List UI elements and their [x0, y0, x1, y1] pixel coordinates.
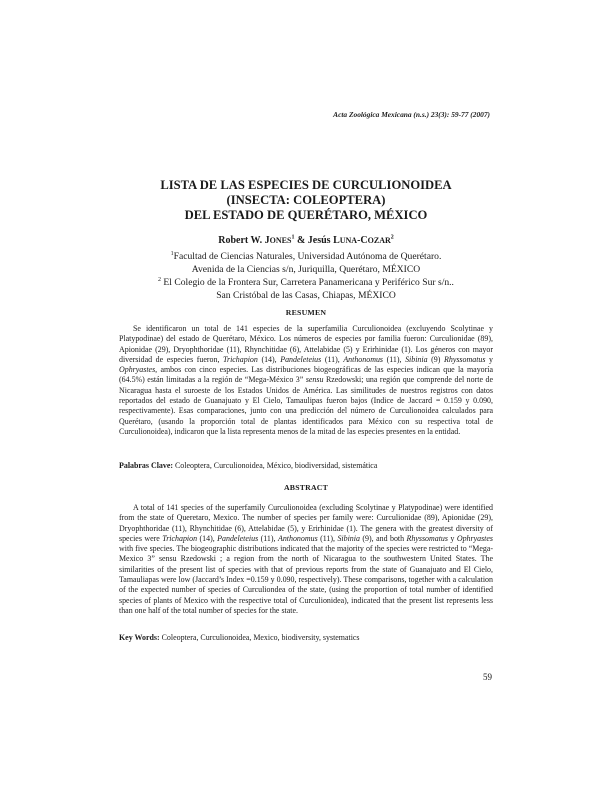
- author-1-smallcaps: ONES: [269, 236, 292, 245]
- abstract-text: (11),: [317, 533, 338, 543]
- affiliation-1-line-1: Facultad de Ciencias Naturales, Universidad Autónoma de Querétaro.: [173, 251, 442, 262]
- genus-name: Pandeleteius: [217, 533, 259, 543]
- title-line-1: LISTA DE LAS ESPECIES DE CURCULIONOIDEA: [160, 178, 452, 192]
- resumen-text: (11),: [321, 354, 344, 364]
- author-2-smallcaps-2: OZAR: [367, 236, 391, 245]
- author-2-sup: 2: [390, 234, 394, 241]
- genus-name: Anthonomus: [343, 354, 383, 364]
- key-words: [119, 633, 493, 643]
- palabras-clave-text: Coleoptera, Curculionoidea, México, biodiversidad, sistemática: [173, 461, 378, 470]
- genus-name: Trichapion: [223, 354, 258, 364]
- author-2-first: Jesús L: [307, 235, 340, 246]
- title-line-2: (INSECTA: COLEOPTERA): [226, 193, 386, 207]
- affiliations: [110, 250, 502, 302]
- abstract-text: A total of 141 species of the superfamily Curculionoidea (excluding Scolytinae y Platypodinae) were identified from the state of Queretaro, Mexico. The number of species per family were: Curculionidae (89), Apionidae (29), Dryophthoridae (11), Rhynchitidae (6), Attelabidae (5), y Erirhinidae (1). The genera with the greatest diversity of species were: [119, 503, 493, 543]
- paper-title: [110, 178, 502, 223]
- page-number: 59: [483, 672, 492, 682]
- affiliation-1: [110, 250, 502, 263]
- genus-name: Ophryastes: [119, 365, 156, 375]
- abstract-heading: ABSTRACT: [283, 483, 329, 492]
- resumen-text: (11),: [383, 354, 406, 364]
- abstract-paragraph: [119, 503, 493, 616]
- abstract-text: (9), and both: [359, 533, 407, 543]
- affiliation-1-line-2: Avenida de la Ciencias s/n, Juriquilla, Querétaro, MÉXICO: [191, 264, 421, 275]
- resumen-text: (14),: [257, 354, 281, 364]
- genus-name: Rhyssomatus: [444, 354, 486, 364]
- genus-name: Sibinia: [337, 533, 360, 543]
- resumen-text: Rzedowski; una región que comprende del norte de Nicaragua hasta el suroeste de los Estados Unidos de América. Las similitudes de nuestros registros con datos reportados del estado de Guanajuato y El Cielo, Tamaulipas fueron bajos (Indice de Jaccard = 0.159 y 0.090, respectivamente). Esas comparaciones, junto con una predicción del número de Curculionoidea calculados para Querétaro, (usando la proporción total de plantas identificados para México con su respectiva total de Curculionoidea), indicaron que la lista representa menos de la mitad de las especies presentes en la entidad.: [119, 375, 493, 436]
- author-amp: &: [294, 235, 308, 246]
- author-1-sup: 1: [291, 234, 295, 241]
- affiliation-1-sup: 1: [170, 250, 174, 257]
- affiliation-2: [110, 276, 502, 289]
- affiliation-2-line-1: El Colegio de la Frontera Sur, Carretera Panamericana y Periférico Sur s/n..: [161, 277, 454, 288]
- genus-name: Anthonomus: [277, 533, 318, 543]
- resumen-text: y: [485, 354, 493, 364]
- genus-name: Trichapion: [162, 533, 198, 543]
- resumen-heading: RESUMEN: [285, 308, 327, 317]
- abstract-text: y: [447, 533, 457, 543]
- affiliation-2-line-2: San Cristóbal de las Casas, Chiapas, MÉXICO: [216, 290, 396, 301]
- journal-citation: Acta Zoológica Mexicana (n.s.) 23(3): 59-77 (2007): [333, 110, 490, 119]
- genus-name: Sibinia: [405, 354, 428, 364]
- abstract-text: (11),: [258, 533, 278, 543]
- key-words-text: Coleoptera, Curculionoidea, Mexico, biodiversity, systematics: [159, 633, 360, 642]
- author-2-mid: -C: [357, 235, 368, 246]
- resumen-text: (9): [427, 354, 444, 364]
- title-line-3: DEL ESTADO DE QUERÉTARO, MÉXICO: [184, 208, 428, 222]
- genus-name: Rhyssomatus: [406, 533, 448, 543]
- resumen-paragraph: [119, 324, 493, 437]
- palabras-clave-label: Palabras Clave:: [119, 461, 174, 470]
- genus-name: Pandeleteius: [280, 354, 322, 364]
- abstract-text: with five species. The biogeographic distributions indicated that the majority of the species were restricted to “Mega-Mexico 3” sensu Rzedowski ; a region from the north of Nicaragua to the southwestern United States. The similarities of the present list of species with that of previous reports from the state of Guanajuato and El Cielo, Tamauliapas were low (Jaccard’s Index =0.159 y 0.090, respectively). These comparisons, together with a calculation of the expected number of species of Curculiondea of the state, (using the proportion of total number of identified species of plants of Mexico with the respective total of Curculionidea), indicated that the present list represents less than one half of the total number of species for the state.: [119, 544, 493, 615]
- resumen-text: Se identificaron un total de 141 especies de la superfamilia Curculionoidea (excluyendo Scolytinae y Platypodinae) del estado de Querétaro, México. Los números de especies por familia fueron: Curculionidae (89), Apionidae (29), Dryophthoridae (11), Rhynchitidae (6), Attelabidae (5) y Erirhinidae (1). Los géneros con mayor diversidad de especies fueron,: [119, 324, 493, 364]
- affiliation-2-sup: 2: [158, 276, 162, 283]
- author-line: [110, 235, 502, 246]
- resumen-text: , ambos con cinco especies. Las distribuciones biogeográficas de las especies indican que la mayoría (64.5%) están limitadas a la región de “Mega-México 3”: [119, 365, 493, 385]
- key-words-label: Key Words:: [119, 633, 160, 642]
- author-1-first: Robert W. J: [218, 235, 270, 246]
- abstract-text: (14),: [197, 533, 218, 543]
- latin-term: sensu: [305, 375, 324, 385]
- palabras-clave: [119, 461, 493, 471]
- author-2-smallcaps-1: UNA: [339, 236, 358, 245]
- genus-name: Ophryastes: [456, 533, 494, 543]
